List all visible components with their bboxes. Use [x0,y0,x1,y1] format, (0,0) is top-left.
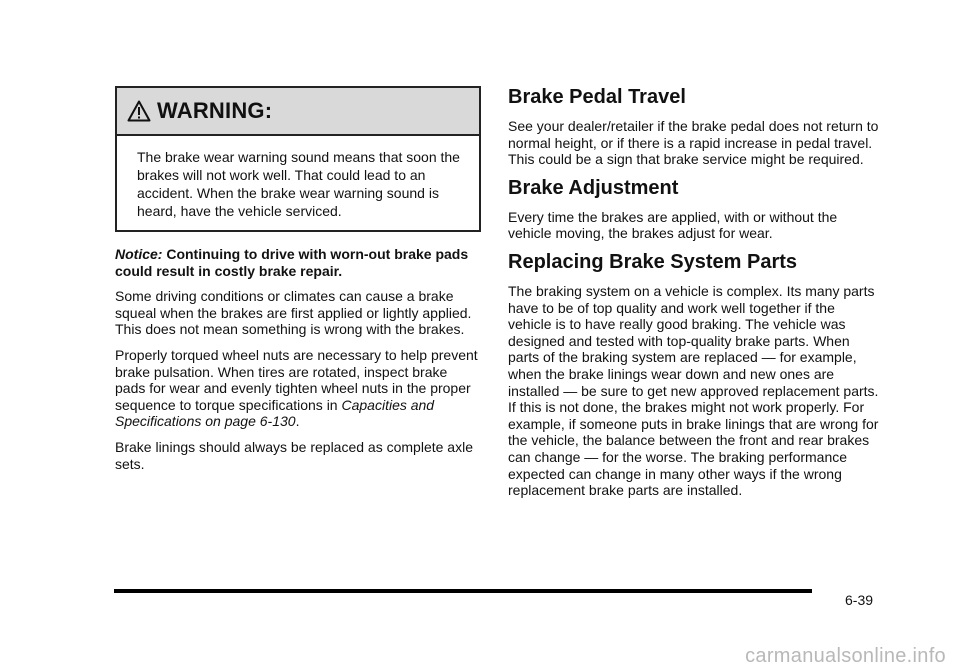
warning-box [115,86,481,232]
notice-paragraph [115,246,481,279]
brake-pedal-travel-heading: Brake Pedal Travel [508,86,686,108]
warning-header [117,88,479,136]
brake-adjustment-section [508,177,880,242]
capacities-reference-link[interactable]: Capacities and Specifications on page 6-130 [115,396,435,430]
notice-label: Notice: [115,246,163,262]
brake-pedal-travel-section [508,86,880,168]
page-number: 6-39 [845,592,874,608]
right-column [508,86,880,508]
brake-pedal-travel-text: See your dealer/retailer if the brake pedal does not return to normal height, or if there is a rapid increase in pedal travel. This could be a sign that brake service might be required. [508,118,879,168]
warning-text: The brake wear warning sound means that soon the brakes will not work well. That could lead to an accident. When the brake wear warning sound is heard, have the vehicle serviced. [137,149,460,219]
replacing-brake-parts-section [508,251,880,499]
brake-adjustment-text: Every time the brakes are applied, with or without the vehicle moving, the brakes adjust for wear. [508,208,838,242]
replacing-brake-parts-heading: Replacing Brake System Parts [508,250,798,273]
brake-squeal-paragraph: Some driving conditions or climates can cause a brake squeal when the brakes are first applied or lightly applied. This does not mean something is wrong with the brakes. [115,288,472,338]
watermark: carmanualsonline.info [745,645,946,667]
replacing-brake-parts-text: The braking system on a vehicle is complex. Its many parts have to be of top quality and work well together if the vehicle is to have really good braking. The vehicle was designed and tested with top-quality brake parts. When parts of the braking system are replaced — for example, when the brake linings wear down and new ones are installed — be sure to get new approved replacement parts. If this is not done, the brakes might not work properly. For example, if someone puts in brake linings that are wrong for the vehicle, the balance between the front and rear brakes can change — for the worse. The braking performance expected can change in many other ways if the wrong replacement brake parts are installed. [508,282,879,499]
notice-text: Continuing to drive with worn-out brake pads could result in costly brake repair. [115,246,469,279]
torque-period: . [295,413,300,430]
brake-linings-paragraph: Brake linings should always be replaced as complete axle sets. [115,438,473,472]
left-column [115,86,481,481]
warning-triangle-icon [127,100,151,122]
warning-title: WARNING: [157,98,273,123]
wheel-nut-torque-paragraph [115,347,481,430]
footer-rule [114,589,812,593]
brake-adjustment-heading: Brake Adjustment [508,176,679,199]
torque-text: Properly torqued wheel nuts are necessary to help prevent brake pulsation. When tires are rotated, inspect brake pads for wear and evenly tighten wheel nuts in the proper sequence to torque specifications in [115,346,478,413]
